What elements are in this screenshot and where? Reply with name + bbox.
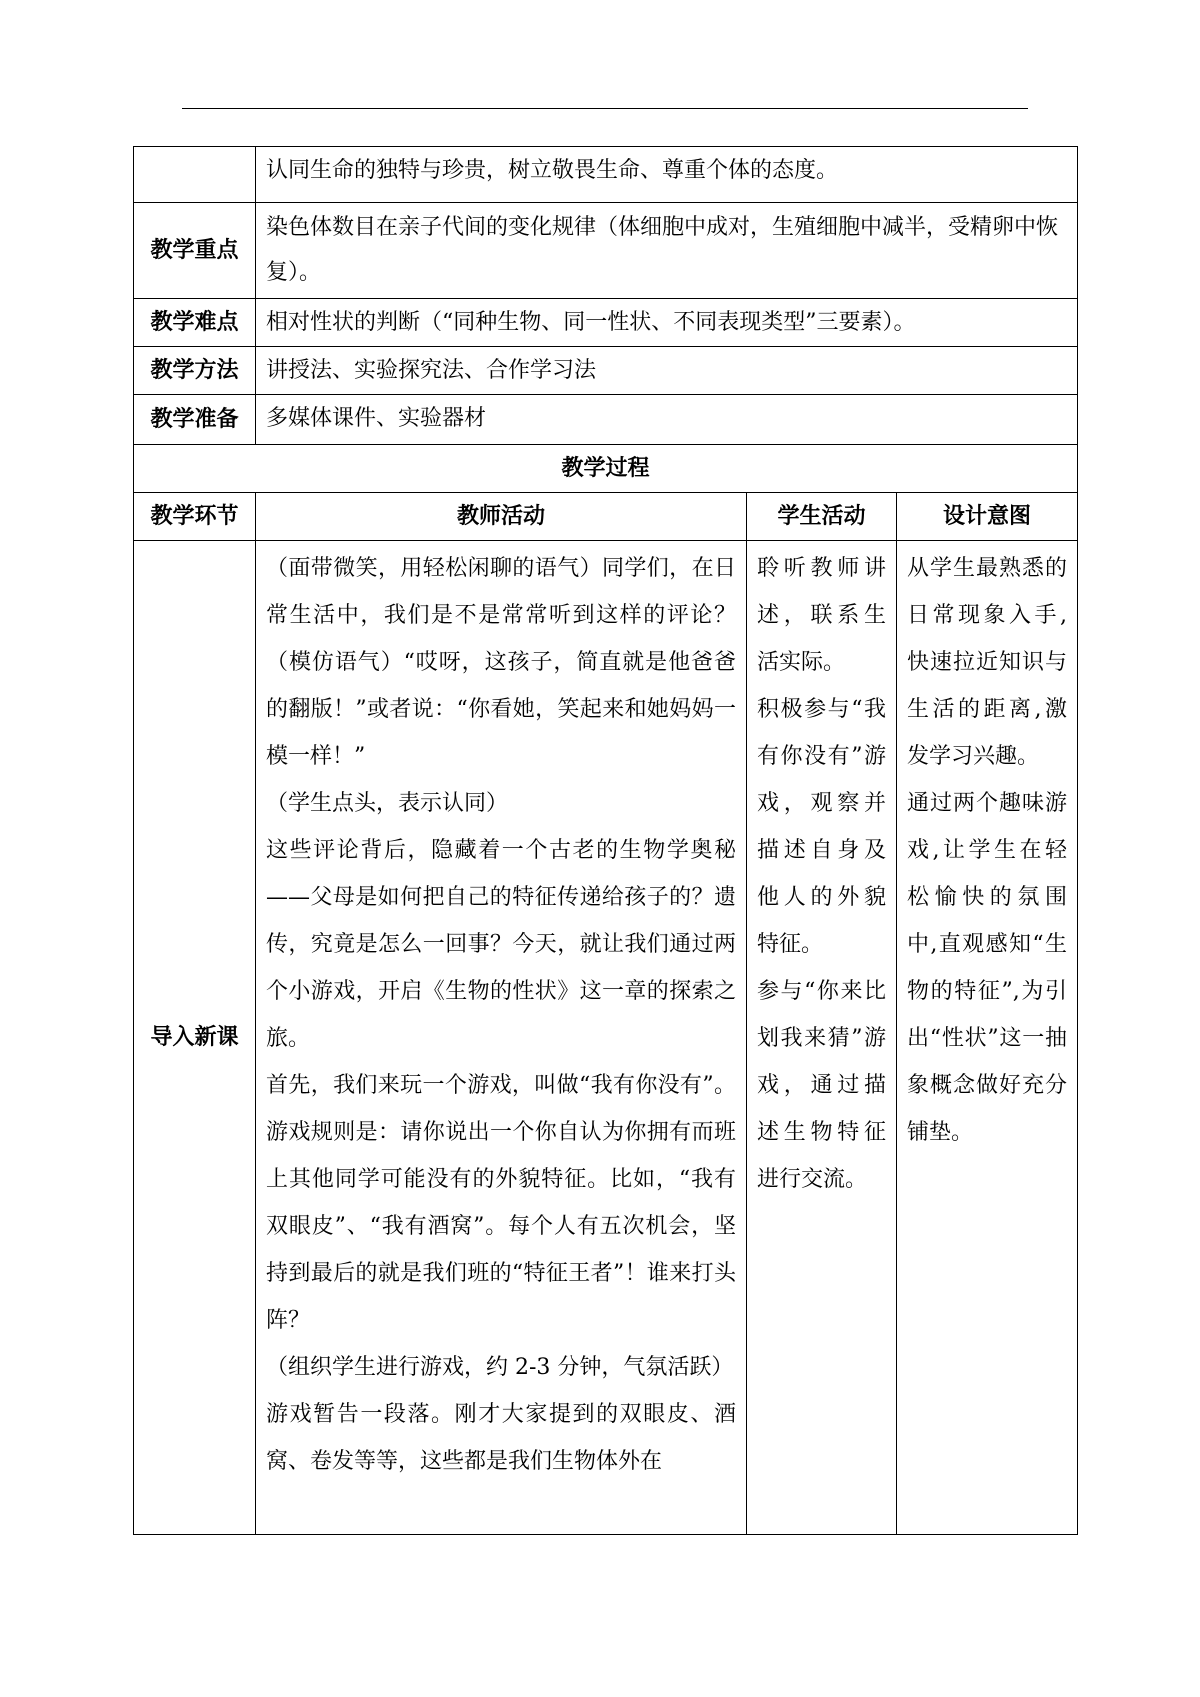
- student-activity-cell: [747, 541, 897, 1535]
- row-label: 教学重点: [134, 203, 256, 299]
- row-label: 教学方法: [134, 347, 256, 395]
- lesson-plan-table: [133, 146, 1078, 1535]
- row-label: 教学准备: [134, 395, 256, 445]
- column-header-row: [134, 493, 1078, 541]
- row-label: [134, 147, 256, 203]
- section-row: [134, 445, 1078, 493]
- stage-name: 导入新课: [134, 541, 256, 1535]
- row-content: 染色体数目在亲子代间的变化规律（体细胞中成对，生殖细胞中减半，受精卵中恢复）。: [256, 203, 1078, 299]
- table-row: [134, 147, 1078, 203]
- row-content: 相对性状的判断（“同种生物、同一性状、不同表现类型”三要素）。: [256, 299, 1078, 347]
- teacher-paragraph: （面带微笑，用轻松闲聊的语气）同学们，在日常生活中，我们是不是常常听到这样的评论？（模仿语气）“哎呀，这孩子，简直就是他爸爸的翻版！”或者说：“你看她，笑起来和她妈妈一模一样！”: [266, 556, 736, 769]
- table-row: [134, 203, 1078, 299]
- teacher-paragraph: （组织学生进行游戏，约 2-3 分钟，气氛活跃）: [266, 1355, 734, 1380]
- teacher-paragraph: 游戏暂告一段落。刚才大家提到的双眼皮、酒窝、卷发等等，这些都是我们生物体外在: [266, 1402, 736, 1474]
- table-row: [134, 347, 1078, 395]
- student-paragraph: 聆听教师讲述，联系生活实际。: [757, 556, 886, 675]
- intent-paragraph: 通过两个趣味游戏,让学生在轻松愉快的氛围中,直观感知“生物的特征”,为引出“性状”这一抽象概念做好充分铺垫。: [907, 791, 1067, 1145]
- row-content: 认同生命的独特与珍贵，树立敬畏生命、尊重个体的态度。: [256, 147, 1078, 203]
- teacher-paragraph: 这些评论背后，隐藏着一个古老的生物学奥秘——父母是如何把自己的特征传递给孩子的？遗传，究竟是怎么一回事？今天，就让我们通过两个小游戏，开启《生物的性状》这一章的探索之旅。: [266, 838, 736, 1051]
- column-header-stage: 教学环节: [134, 493, 256, 541]
- column-header-student: 学生活动: [747, 493, 897, 541]
- header-rule: [182, 108, 1028, 109]
- table-row: [134, 541, 1078, 1535]
- row-label: 教学难点: [134, 299, 256, 347]
- table-row: [134, 299, 1078, 347]
- section-title: 教学过程: [134, 445, 1078, 493]
- intent-paragraph: 从学生最熟悉的日常现象入手,快速拉近知识与生活的距离,激发学习兴趣。: [907, 556, 1067, 769]
- teacher-paragraph: 首先，我们来玩一个游戏，叫做“我有你没有”。游戏规则是：请你说出一个你自认为你拥有而班上其他同学可能没有的外貌特征。比如，“我有双眼皮”、“我有酒窝”。每个人有五次机会，坚持到最后的就是我们班的“特征王者”！谁来打头阵？: [266, 1073, 736, 1333]
- teacher-paragraph: （学生点头，表示认同）: [266, 791, 509, 816]
- student-paragraph: 积极参与“我有你没有”游戏，观察并描述自身及他人的外貌特征。: [757, 697, 886, 957]
- student-paragraph: 参与“你来比划我来猜”游戏，通过描述生物特征进行交流。: [757, 979, 886, 1192]
- table-row: [134, 395, 1078, 445]
- design-intent-cell: [897, 541, 1078, 1535]
- row-content: 讲授法、实验探究法、合作学习法: [256, 347, 1078, 395]
- column-header-intent: 设计意图: [897, 493, 1078, 541]
- teacher-activity-cell: [256, 541, 747, 1535]
- column-header-teacher: 教师活动: [256, 493, 747, 541]
- row-content: 多媒体课件、实验器材: [256, 395, 1078, 445]
